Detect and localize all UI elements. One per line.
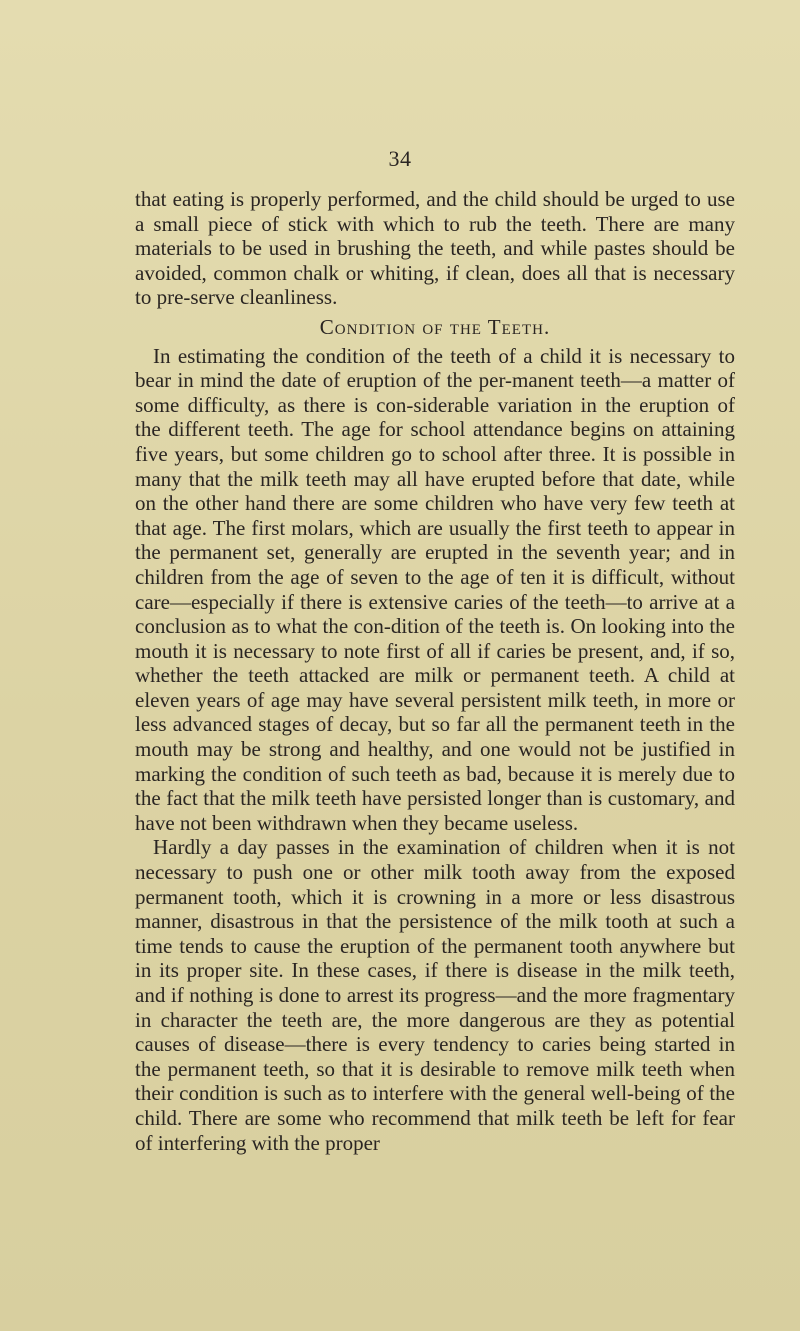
page-number: 34 (388, 146, 412, 171)
paragraph-3: Hardly a day passes in the examination of children when it is not necessary to push one or other milk tooth away from the exposed permanent tooth, which it is crowning in a more or less disastrous manner, disastrous in that the persistence of the milk tooth at such a time tends to cause the eruption of the permanent tooth anywhere but in its proper site. In these cases, if there is disease in the milk teeth, and if nothing is done to arrest its progress—and the more fragmentary in character the teeth are, the more dangerous are they as potential causes of disease—there is every tendency to caries being started in the permanent teeth, so that it is desirable to remove milk teeth when their condition is such as to interfere with the general well-being of the child. There are some who recommend that milk teeth be left for fear of interfering with the proper (135, 835, 735, 1155)
paragraph-1: that eating is properly performed, and the child should be urged to use a small piece of stick with which to rub the teeth. There are many materials to be used in brushing the teeth, and while pastes should be avoided, common chalk or whiting, if clean, does all that is necessary to pre-serve cleanliness. (135, 187, 735, 310)
page-body (135, 187, 735, 1155)
section-heading: Condition of the Teeth. (319, 314, 551, 339)
paragraph-2: In estimating the condition of the teeth of a child it is necessary to bear in mind the date of eruption of the per-manent teeth—a matter of some difficulty, as there is con-siderable variation in the eruption of the different teeth. The age for school attendance begins on attaining five years, but some children go to school after three. It is possible in many that the milk teeth may all have erupted before that date, while on the other hand there are some children who have very few teeth at that age. The first molars, which are usually the first teeth to appear in the permanent set, generally are erupted in the seventh year; and in children from the age of seven to the age of ten it is difficult, without care—especially if there is extensive caries of the teeth—to arrive at a conclusion as to what the con-dition of the teeth is. On looking into the mouth it is necessary to note first of all if caries be present, and, if so, whether the teeth attacked are milk or permanent teeth. A child at eleven years of age may have several persistent milk teeth, in more or less advanced stages of decay, but so far all the permanent teeth in the mouth may be strong and healthy, and one would not be justified in marking the condition of such teeth as bad, because it is merely due to the fact that the milk teeth have persisted longer than is customary, and have not been withdrawn when they became useless. (135, 343, 735, 835)
